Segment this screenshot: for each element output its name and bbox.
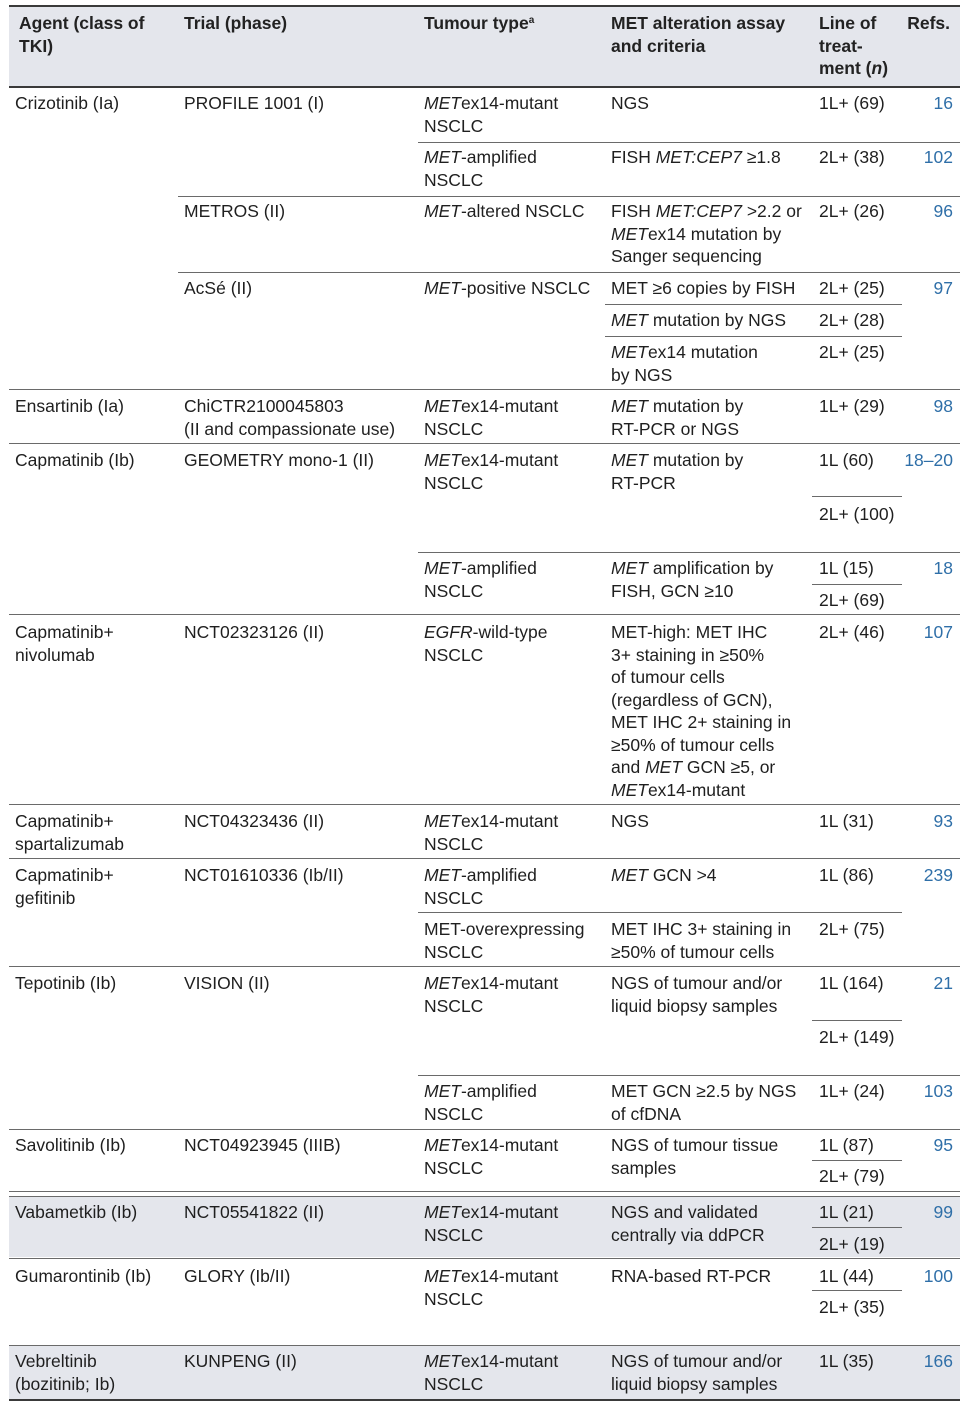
tumour-cell: MET-altered NSCLC [424, 201, 585, 221]
ref-link[interactable]: 16 [933, 93, 953, 113]
line-cell: 2L+ (46) [819, 622, 885, 642]
row-divider [9, 858, 960, 859]
row-divider [9, 1191, 960, 1192]
row-divider [178, 272, 960, 273]
ref-link[interactable]: 239 [923, 865, 953, 885]
tumour-cell: METex14-mutant NSCLC [424, 1135, 559, 1178]
trial-cell: ChiCTR2100045803 (II and compassionate use) [184, 396, 396, 439]
assay-cell: NGS of tumour and/or liquid biopsy samples [611, 1351, 783, 1394]
line-cell: 2L+ (19) [819, 1234, 885, 1254]
line-cell: 1L (35) [819, 1351, 874, 1371]
ref-link[interactable]: 100 [923, 1266, 953, 1286]
row-divider [812, 1290, 902, 1291]
line-cell: 2L+ (25) [819, 342, 885, 362]
line-cell: 2L+ (149) [819, 1027, 895, 1047]
ref-link[interactable]: 21 [933, 973, 953, 993]
header-assay: MET alteration assay and criteria [611, 13, 786, 56]
tumour-cell: MET-overexpressing NSCLC [424, 919, 585, 962]
tumour-cell: METex14-mutant NSCLC [424, 811, 559, 854]
tumour-cell: METex14-mutant NSCLC [424, 1202, 559, 1245]
tumour-cell: MET-amplified NSCLC [424, 865, 537, 908]
row-divider [9, 389, 960, 390]
agent-cell: Gumarontinib (Ib) [15, 1266, 152, 1286]
assay-cell: MET GCN >4 [611, 865, 717, 885]
row-divider [9, 804, 960, 805]
line-cell: 2L+ (28) [819, 310, 885, 330]
trial-cell: NCT05541822 (II) [184, 1202, 325, 1222]
row-divider [812, 1227, 902, 1228]
row-divider [9, 1345, 960, 1346]
ref-link[interactable]: 95 [933, 1135, 953, 1155]
assay-cell: MET-high: MET IHC 3+ staining in ≥50% of tumour cells (regardless of GCN), MET IHC 2+ staining in ≥50% of tumour cells and MET GCN ≥5, or METex14-mutant [611, 622, 792, 800]
tumour-cell: METex14-mutant NSCLC [424, 973, 559, 1016]
trial-cell: PROFILE 1001 (I) [184, 93, 325, 113]
ref-link[interactable]: 102 [923, 147, 953, 167]
row-divider [9, 614, 960, 615]
row-divider [605, 304, 902, 305]
assay-cell: NGS [611, 93, 649, 113]
trial-cell: GEOMETRY mono-1 (II) [184, 450, 374, 470]
line-cell: 1L (86) [819, 865, 874, 885]
trial-cell: NCT01610336 (Ib/II) [184, 865, 344, 885]
ref-link[interactable]: 18–20 [904, 450, 953, 470]
header-tumour: Tumour type$^a$ [424, 13, 535, 33]
assay-cell: MET IHC 3+ staining in ≥50% of tumour cells [611, 919, 792, 962]
assay-cell: MET ≥6 copies by FISH [611, 278, 796, 298]
assay-cell: MET mutation by RT-PCR or NGS [611, 396, 744, 439]
agent-cell: Crizotinib (Ia) [15, 93, 120, 113]
line-cell: 2L+ (69) [819, 590, 885, 610]
line-cell: 1L (21) [819, 1202, 874, 1222]
row-divider [812, 1160, 902, 1161]
assay-cell: NGS of tumour tissue samples [611, 1135, 779, 1178]
assay-cell: NGS and validated centrally via ddPCR [611, 1202, 765, 1245]
line-cell: 1L+ (29) [819, 396, 885, 416]
tumour-cell: METex14-mutant NSCLC [424, 450, 559, 493]
line-cell: 1L (164) [819, 973, 884, 993]
assay-cell: NGS of tumour and/or liquid biopsy samples [611, 973, 783, 1016]
row-divider [418, 912, 902, 913]
line-cell: 2L+ (26) [819, 201, 885, 221]
line-cell: 1L (44) [819, 1266, 874, 1286]
line-cell: 1L+ (69) [819, 93, 885, 113]
row-divider [812, 1020, 902, 1021]
agent-cell: Ensartinib (Ia) [15, 396, 124, 416]
tumour-cell: MET-amplified NSCLC [424, 1081, 537, 1124]
agent-cell: Capmatinib+ nivolumab [15, 622, 114, 665]
agent-cell: Savolitinib (Ib) [15, 1135, 126, 1155]
row-divider [418, 142, 960, 143]
ref-link[interactable]: 99 [933, 1202, 953, 1222]
tumour-cell: MET-amplified NSCLC [424, 147, 537, 190]
header-trial: Trial (phase) [184, 13, 288, 33]
tumour-cell: METex14-mutant NSCLC [424, 396, 559, 439]
trial-cell: NCT04323436 (II) [184, 811, 325, 831]
row-divider [9, 1196, 960, 1197]
ref-link[interactable]: 98 [933, 396, 953, 416]
assay-cell: FISH MET:CEP7 ≥1.8 [611, 147, 781, 167]
assay-cell: NGS [611, 811, 649, 831]
top-rule [9, 5, 960, 7]
assay-cell: MET amplification by FISH, GCN ≥10 [611, 558, 774, 601]
row-divider [9, 1258, 960, 1259]
header-rule [9, 86, 960, 88]
ref-link[interactable]: 93 [933, 811, 953, 831]
assay-cell: MET mutation by RT-PCR [611, 450, 744, 493]
ref-link[interactable]: 97 [933, 278, 953, 298]
agent-cell: Vabametkib (Ib) [15, 1202, 138, 1222]
row-divider [812, 496, 902, 497]
agent-cell: Capmatinib (Ib) [15, 450, 135, 470]
row-divider [9, 1129, 960, 1130]
trial-cell: VISION (II) [184, 973, 270, 993]
tumour-cell: MET-positive NSCLC [424, 278, 591, 298]
ref-link[interactable]: 96 [933, 201, 953, 221]
agent-cell: Capmatinib+ spartalizumab [15, 811, 124, 854]
ref-link[interactable]: 107 [923, 622, 953, 642]
ref-link[interactable]: 166 [923, 1351, 953, 1371]
line-cell: 2L+ (79) [819, 1166, 885, 1186]
row-divider [418, 1075, 960, 1076]
row-divider [178, 196, 960, 197]
assay-cell: MET GCN ≥2.5 by NGS of cfDNA [611, 1081, 797, 1124]
trial-cell: AcSé (II) [184, 278, 253, 298]
trial-cell: METROS (II) [184, 201, 286, 221]
row-divider [9, 443, 960, 444]
row-divider [812, 584, 902, 585]
line-cell: 2L+ (100) [819, 504, 895, 524]
tumour-cell: MET-amplified NSCLC [424, 558, 537, 601]
line-cell: 2L+ (38) [819, 147, 885, 167]
header-line: Line of treat- ment (n) [819, 13, 889, 78]
line-cell: 1L (15) [819, 558, 874, 578]
line-cell: 1L (87) [819, 1135, 874, 1155]
agent-cell: Vebreltinib (bozitinib; Ib) [15, 1351, 116, 1394]
header-agent: Agent (class of TKI) [19, 13, 145, 56]
tumour-cell: EGFR-wild-type NSCLC [424, 622, 548, 665]
trial-cell: NCT02323126 (II) [184, 622, 325, 642]
trial-cell: KUNPENG (II) [184, 1351, 297, 1371]
line-cell: 2L+ (25) [819, 278, 885, 298]
row-divider [605, 336, 902, 337]
bottom-rule [9, 1399, 960, 1401]
line-cell: 2L+ (35) [819, 1297, 885, 1317]
ref-link[interactable]: 103 [923, 1081, 953, 1101]
tumour-cell: METex14-mutant NSCLC [424, 1266, 559, 1309]
assay-cell: FISH MET:CEP7 >2.2 or METex14 mutation by Sanger sequencing [611, 201, 802, 266]
row-divider [418, 552, 960, 553]
trial-cell: NCT04923945 (IIIB) [184, 1135, 341, 1155]
row-divider [9, 966, 960, 967]
assay-cell: RNA-based RT-PCR [611, 1266, 772, 1286]
tumour-cell: METex14-mutant NSCLC [424, 1351, 559, 1394]
trial-cell: GLORY (Ib/II) [184, 1266, 291, 1286]
assay-cell: MET mutation by NGS [611, 310, 787, 330]
agent-cell: Tepotinib (Ib) [15, 973, 117, 993]
line-cell: 1L+ (24) [819, 1081, 885, 1101]
agent-cell: Capmatinib+ gefitinib [15, 865, 114, 908]
line-cell: 2L+ (75) [819, 919, 885, 939]
ref-link[interactable]: 18 [933, 558, 953, 578]
assay-cell: METex14 mutation by NGS [611, 342, 758, 385]
tumour-cell: METex14-mutant NSCLC [424, 93, 559, 136]
header-refs: Refs. [907, 13, 950, 33]
line-cell: 1L (60) [819, 450, 874, 470]
line-cell: 1L (31) [819, 811, 874, 831]
